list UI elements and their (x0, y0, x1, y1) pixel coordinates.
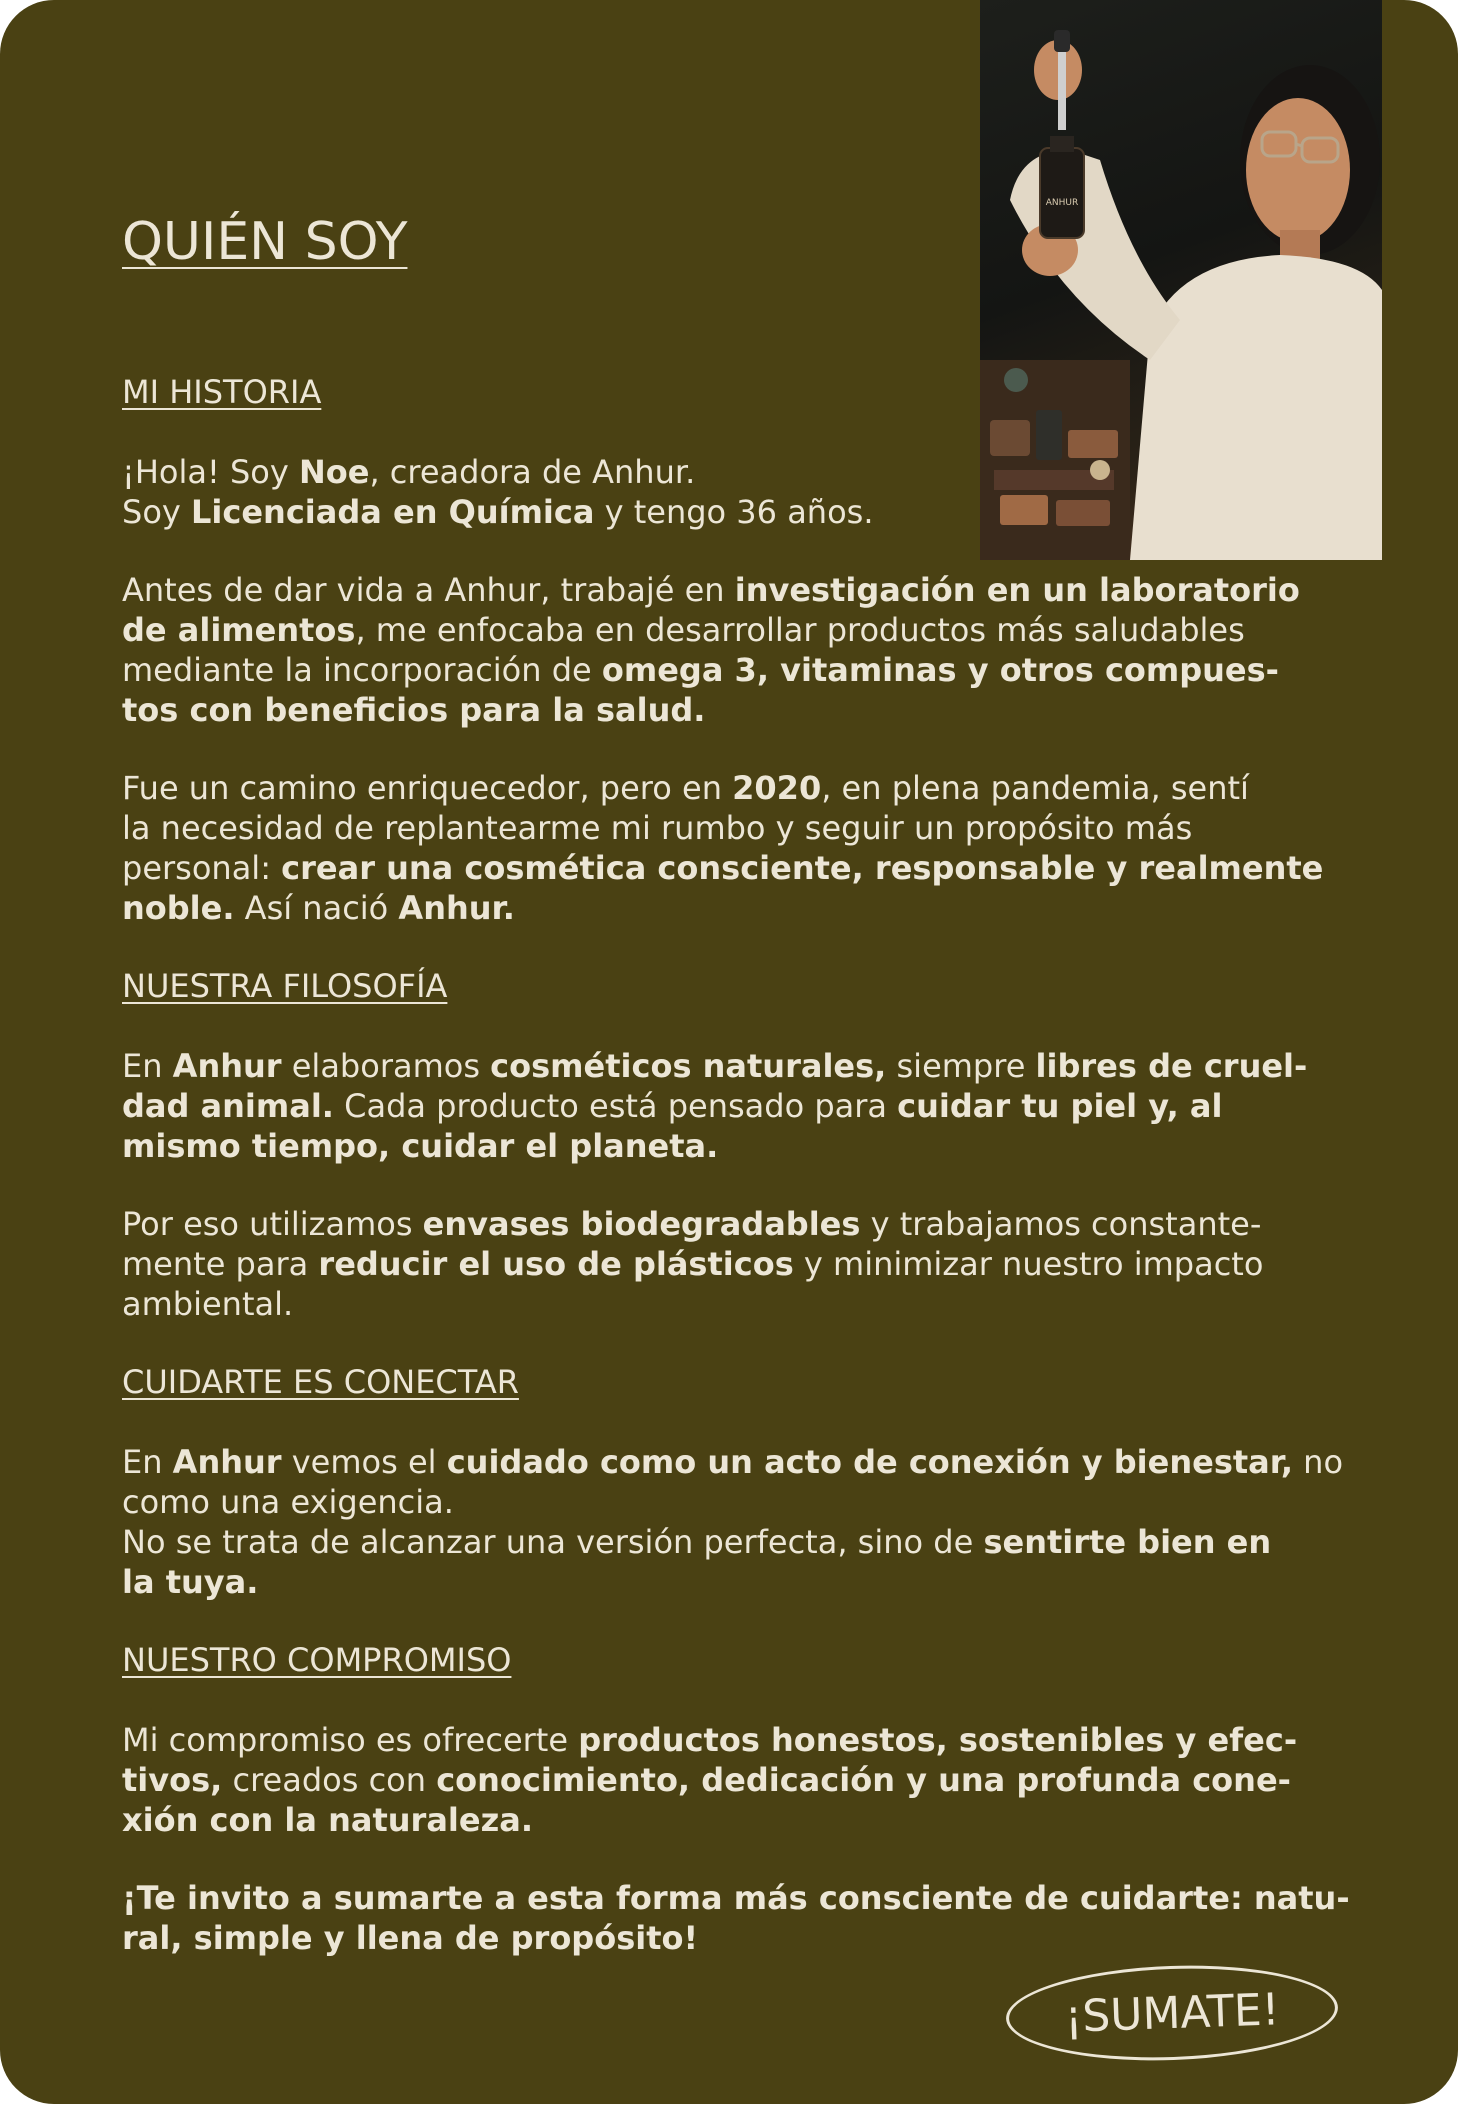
section-nuestro-compromiso (122, 1640, 1342, 1680)
filosofia-paragraph-2: Por eso utilizamos envases biodegradables y trabajamos constante- mente para reducir el uso de plásticos y minimizar nuestro impacto ambiental. (122, 1205, 1264, 1323)
bottle-label: ANHUR (1045, 198, 1079, 208)
compromiso-paragraph-2: ¡Te invito a sumarte a esta forma más consciente de cuidarte: natu- ral, simple y llena de propósito! (122, 1879, 1350, 1957)
historia-paragraph-3: Fue un camino enriquecedor, pero en 2020, en plena pandemia, sentí la necesidad de replantearme mi rumbo y seguir un propósito más personal: crear una cosmética consciente, responsable y realmente noble. Así nació Anhur. (122, 769, 1324, 927)
page-title: QUIÉN SOY (122, 212, 408, 272)
heading-nuestro-compromiso: NUESTRO COMPROMISO (122, 1641, 512, 1679)
historia-paragraph-2: Antes de dar vida a Anhur, trabajé en investigación en un laboratorio de alimentos, me enfocaba en desarrollar productos más saludables mediante la incorporación de omega 3, vitaminas y otros compues- tos con beneficios para la salud. (122, 571, 1300, 729)
filosofia-paragraph-1: En Anhur elaboramos cosméticos naturales, siempre libres de cruel- dad animal. Cada producto está pensado para cuidar tu piel y, al mismo tiempo, cuidar el planeta. (122, 1047, 1308, 1165)
section-mi-historia (122, 372, 1342, 412)
heading-cuidarte-es-conectar: CUIDARTE ES CONECTAR (122, 1363, 519, 1401)
sumate-button[interactable]: ¡SUMATE! (1004, 1960, 1339, 2066)
section-nuestra-filosofia (122, 966, 1342, 1006)
heading-mi-historia: MI HISTORIA (122, 373, 322, 411)
heading-nuestra-filosofia: NUESTRA FILOSOFÍA (122, 967, 448, 1005)
conectar-paragraph-1: En Anhur vemos el cuidado como un acto de conexión y bienestar, no como una exigencia. No se trata de alcanzar una versión perfecta, sino de sentirte bien en la tuya. (122, 1443, 1344, 1601)
compromiso-paragraph-1: Mi compromiso es ofrecerte productos honestos, sostenibles y efec- tivos, creados con conocimiento, dedicación y una profunda cone- xión con la naturaleza. (122, 1721, 1298, 1839)
section-cuidarte-es-conectar (122, 1362, 1342, 1402)
historia-paragraph-1: ¡Hola! Soy Noe, creadora de Anhur. Soy Licenciada en Química y tengo 36 años. (122, 453, 874, 531)
